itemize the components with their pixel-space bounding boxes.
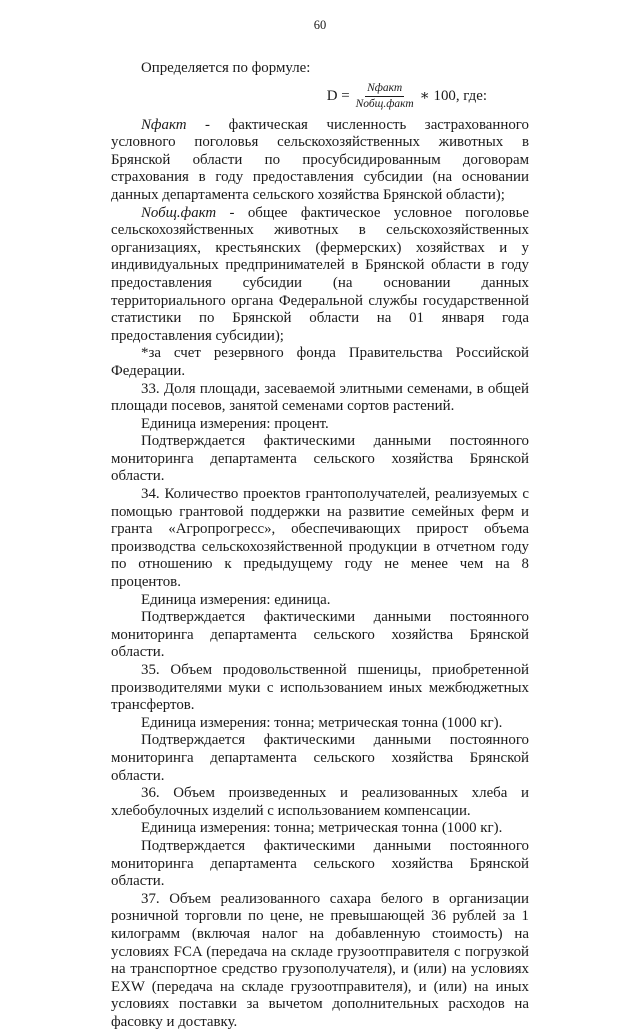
formula-denominator: Nобщ.факт xyxy=(355,98,414,111)
page-number: 60 xyxy=(313,18,327,32)
formula-intro: Определяется по формуле: xyxy=(141,60,311,76)
item-36-title: 36. Объем произведенных и реализованных хлеба и хлебобулочных изделий с использованием компенсации. xyxy=(111,785,529,819)
formula-numerator: Nфакт xyxy=(365,82,404,97)
item-37-title: 37. Объем реализованного сахара белого в организации розничной торговли по цене, не превышающей 36 рублей за 1 килограмм (включая налог на добавленную стоимость) на условиях FCA (передача на складе грузоотправителя с погрузкой на транспортное средство грузополучателя), и (или) на условиях EXW (передача на складе грузоотправителя), и (или) на иных условиях поставки за вычетом дополнительных расходов на фасовку и доставку. xyxy=(111,890,529,1030)
item-34-confirm: Подтверждается фактическими данными постоянного мониторинга департамента сельского хозяйства Брянской области. xyxy=(111,609,529,661)
formula-rhs: ∗ 100, где: xyxy=(419,87,487,104)
definition-nfact xyxy=(111,117,529,205)
formula-fraction xyxy=(354,82,416,111)
definition-term: Nобщ.факт xyxy=(141,204,217,221)
item-36-unit: Единица измерения: тонна; метрическая тонна (1000 кг). xyxy=(141,820,503,837)
item-35-title: 35. Объем продовольственной пшеницы, приобретенной производителями муки с использованием иных межбюджетных трансфертов. xyxy=(111,662,529,714)
definition-text: - фактическая численность застрахованного условного поголовья сельскохозяйственных животных в Брянской области по просубсидированным договорам страхования в году предоставления субсидии (на основании данных департамента сельского хозяйства Брянской области); xyxy=(111,116,529,203)
definition-text: - общее фактическое условное поголовье сельскохозяйственных животных в сельскохозяйственных организациях, крестьянских (фермерских) хозяйствах и у индивидуальных предпринимателей в Брянской области в году предоставления субсидии (на основании данных территориального органа Федеральной службы государственной статистики по Брянской области на 01 января года предоставления субсидии); xyxy=(111,204,529,344)
footnote: *за счет резервного фонда Правительства Российской Федерации. xyxy=(111,345,529,379)
item-35-confirm: Подтверждается фактическими данными постоянного мониторинга департамента сельского хозяйства Брянской области. xyxy=(111,732,529,784)
definition-nobsh xyxy=(111,205,529,346)
item-34-title: 34. Количество проектов грантополучателей, реализуемых с помощью грантовой поддержки на развитие семейных ферм и гранта «Агропрогресс», обеспечивающих прирост объема производства сельскохозяйственной продукции в отчетном году по отношению к предыдущему году не менее чем на 8 процентов. xyxy=(111,486,529,591)
formula xyxy=(111,79,529,115)
item-33-unit: Единица измерения: процент. xyxy=(141,415,329,432)
item-36-confirm: Подтверждается фактическими данными постоянного мониторинга департамента сельского хозяйства Брянской области. xyxy=(111,837,529,890)
item-34-unit: Единица измерения: единица. xyxy=(141,591,331,608)
formula-lhs: D = xyxy=(326,87,350,104)
item-35-unit: Единица измерения: тонна; метрическая тонна (1000 кг). xyxy=(141,714,503,731)
item-33-title: 33. Доля площади, засеваемой элитными семенами, в общей площади посевов, занятой семенами сортов растений. xyxy=(111,380,529,415)
definition-term: Nфакт xyxy=(141,116,187,133)
page-content xyxy=(111,60,529,1031)
item-33-confirm: Подтверждается фактическими данными постоянного мониторинга департамента сельского хозяйства Брянской области. xyxy=(111,433,529,485)
